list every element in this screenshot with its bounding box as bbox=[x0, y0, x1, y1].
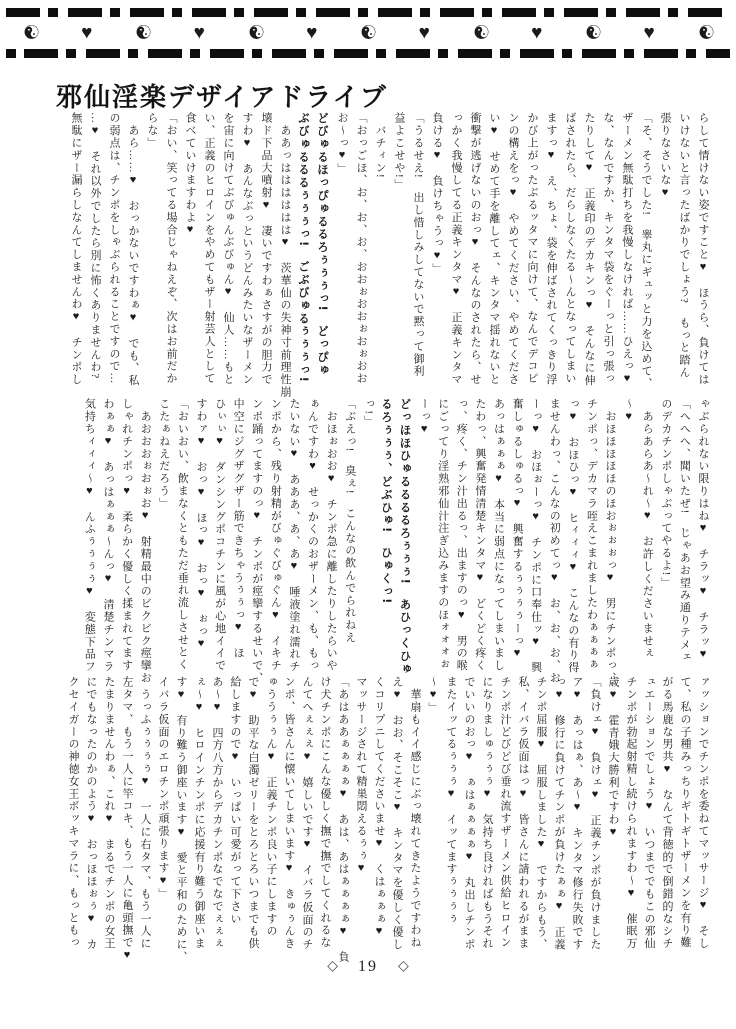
text-column: たわっ、興奮発情清楚キンタマ♥ どくどく疼く bbox=[473, 398, 486, 672]
heart-icon: ♥ bbox=[306, 22, 318, 44]
text-column: またイッてるぅぅぅ♥ イッてますぅぅぅぅ bbox=[445, 676, 457, 925]
diamond-ornament-left: ◇ bbox=[327, 959, 338, 974]
text-column: 「おいおい、飲まなくともただ垂れ流しさせとく bbox=[176, 398, 189, 671]
text-column: ゃぶられない限りはね♥ チラッ♥ チラッ♥ bbox=[697, 398, 709, 662]
yin-yang-icon: ☯ bbox=[354, 19, 382, 47]
text-column: こたぁねえだろう」 bbox=[157, 398, 170, 510]
text-column: 歳♥ 霍青娥大勝利ですわ♥ bbox=[607, 676, 619, 840]
text-column: 「そ、そうでした! 睾丸にギュッと力を込めて、 bbox=[640, 112, 652, 390]
text-column: ア♥ あっはぁ、あ〜♥ キンタマ修行失敗です bbox=[571, 676, 583, 951]
text-column: あら……♥ おっかないですわぁ♥ でも、私 bbox=[127, 112, 139, 387]
text-column: 華扇もイイ感じにぶっ壊れてきたようですわね bbox=[409, 676, 421, 949]
text-column: でいいのおっ♥ ぁはぁぁぁぁ♥ 丸出しチンポ bbox=[463, 676, 475, 951]
text-column: 「へへへ、聞いたぜ! じゃあお望み通りテメェ bbox=[678, 398, 691, 664]
dashed-line-top bbox=[6, 8, 730, 17]
text-column: ぇ〜♥ ヒロインチンポに応援有り難う御座いま bbox=[193, 676, 205, 950]
text-column: ンポから、残り射精がびゅぐびゅぐん♥ イキチ bbox=[269, 398, 282, 672]
text-column: チンポっ、デカマラ咥えこまれましたわぁぁぁぁ bbox=[585, 398, 598, 671]
text-column: 「あはああぁぁぁぁ♥ あは、あはぁぁぁぁ♥ 負 bbox=[337, 676, 349, 964]
text-column: すわァ♥ おっ♥ ほっ♥ おっ♥ ぉっ♥ bbox=[194, 398, 207, 651]
text-column: ませんわっ、こんなの初めてっ♥ お、お、お、お bbox=[548, 398, 561, 685]
text-block-middle bbox=[80, 398, 712, 685]
text-column: え♥ おお、そこそこ♥ キンタマを優しく優し bbox=[391, 676, 403, 951]
text-column: 「うるせえ! 出し惜しみしてないで黙って御利 bbox=[412, 112, 424, 378]
text-column: ーっ♥ bbox=[418, 398, 431, 437]
text-column: の弱点は、チンポをしゃぶられることですので… bbox=[108, 112, 120, 385]
text-column: 無駄にザー漏らしなんてしませんわ♥ チンポし bbox=[70, 112, 82, 386]
text-column: ンポ踊ってますのっ♥ チンポが痙攣するせいで、 bbox=[250, 398, 263, 685]
yin-yang-icon: ☯ bbox=[579, 19, 607, 47]
text-column: っ♥ おほひっ♥ ヒィィィ♥ こんなの有り得 bbox=[566, 398, 579, 674]
text-column: ゅううぅぅん♥ 正義チンポ良い子にしますの bbox=[265, 676, 277, 938]
text-column: たまりませんわぁ、これ♥ まるでチンポの女王 bbox=[103, 676, 115, 950]
text-column: 気持ちィィィ〜♥ んふぅぅぅぅ♥ 変態下品フ bbox=[83, 398, 96, 673]
text-block-bottom bbox=[64, 676, 712, 964]
text-column: 壊ド下品大噴射♥ 凄いですわぁさすがの胆力で bbox=[260, 112, 272, 386]
page-number: 19 bbox=[358, 958, 378, 975]
text-column: 張りなさいな♥ bbox=[659, 112, 671, 200]
text-column: っ、疼く、チン汁出るっ、出ますのっ♥ 男の喉 bbox=[455, 398, 468, 672]
text-column: ぁんですわ♥ せっかくのおザーメン、も、もっ bbox=[306, 398, 319, 672]
text-column: ンポ、皆さんに懐いてしまいます♥ きゅぅんき bbox=[283, 676, 295, 950]
text-column: おほぉおお♥ チンポ急に離したりしたらいや bbox=[325, 398, 338, 672]
text-column: ザーメン無駄打ちを我慢しなければ……ひえっ♥ bbox=[621, 112, 633, 386]
text-column: がる馬鹿な男共♥ なんて背徳的で倒錯的なシチ bbox=[661, 676, 673, 950]
yin-yang-icon: ☯ bbox=[242, 19, 269, 47]
heart-icon: ♥ bbox=[418, 22, 430, 44]
text-column: んてへぇぇぇ♥ 嬉しいです♥ イバラ仮面のチ bbox=[301, 676, 313, 951]
diamond-ornament-right: ◇ bbox=[398, 959, 409, 974]
text-column: っ♥ 修行に負けてチンポが負けたぁぁ♥ 正義 bbox=[553, 676, 565, 951]
text-column: チンポ屈服♥ 屈服しました♥ ですからもう、 bbox=[535, 676, 547, 951]
text-column: チンポ汁どびどび垂れ流すザーメン供給ヒロイン bbox=[499, 676, 511, 949]
text-column: 奮しゅるしゅるっ♥ 興奮するぅぅぅぅーっ♥ bbox=[511, 398, 524, 661]
text-column: 中空にジグザグザー筋できちゃうぅぅっ♥ ほ bbox=[232, 398, 245, 660]
text-column: あおおおぉおぉお♥ 射精最中のビクビク痙攣お bbox=[139, 398, 152, 685]
text-column: のデカチンポしゃぶってやるよ!」 bbox=[659, 398, 672, 590]
text-column: 「おい、笑ってる場合じゃねえぞ、次はお前だか bbox=[165, 112, 177, 385]
text-column: で♥ 助平な白濁ゼリーをとろとろいつまでも供 bbox=[247, 676, 259, 950]
text-column: 左タマ、もう一人に竿コキ、もう一人に亀頭撫で♥ bbox=[121, 676, 133, 963]
text-column: ーっ♥ おほぉーっ♥ チンポに口奉仕ッ♥ 興 bbox=[529, 398, 542, 674]
text-column: うっふぅぅぅぅ♥ 一人に右タマ、もう一人に bbox=[139, 676, 151, 950]
text-column: す♥ 有り難う御座います♥ 愛と平和のために、 bbox=[175, 676, 187, 964]
text-column: あ〜♥ 四方八方からデカチンポなでなでぇぇぇ bbox=[211, 676, 223, 950]
text-column: らして情けない姿ですこと♥ ほうら、負けては bbox=[697, 112, 709, 386]
text-column: い、正義のヒロインをやめてもザー射芸人として bbox=[203, 112, 215, 385]
text-column: おほほほほほのほおぉぉぉっ♥ 男にチンポっ、 bbox=[604, 398, 617, 685]
text-column: になりましゅぅぅぅ♥ 気持ち良ければもうそれ bbox=[481, 676, 493, 950]
text-column: いけないと言ったばかりでしょう? もっと踏ん bbox=[678, 112, 690, 379]
dashed-line-bottom bbox=[6, 49, 730, 58]
text-column: を宙に向けてぶびゅんぶびゅん♥ 仙人……もと bbox=[222, 112, 234, 386]
text-block-top bbox=[66, 112, 712, 399]
text-column: ばされたら、だらしなくたる〜んとなってしまい bbox=[564, 112, 576, 385]
text-column: どびゅるほっぴゅるるろぅぅぅっ! どっぴゅ bbox=[316, 112, 330, 377]
text-column: な、なんですか、キンタマ袋をぐーっと引っ張っ bbox=[602, 112, 614, 385]
heart-icon: ♥ bbox=[193, 22, 205, 44]
text-column: ますっ♥ え、ちょ、袋を伸ばされてくっきり浮 bbox=[545, 112, 557, 386]
text-column: チンポが勃起射精し続けられますわ〜♥ 催眠万 bbox=[625, 676, 637, 950]
text-column: かび上がったぶるッタマに向けて、なんでデコピ bbox=[526, 112, 538, 385]
text-column: ああっはははははは♥ 茨華仙の失神寸前理性崩 bbox=[279, 112, 291, 399]
text-column: い♥ せめて手を離してェ、キンタマ揺れないと bbox=[488, 112, 500, 386]
page-title: 邪仙淫楽デザイアドライブ bbox=[56, 83, 388, 114]
text-column: 食べていけますわよ♥ bbox=[184, 112, 196, 237]
text-column: ァッションでチンポを委ねてマッサージ♥ そし bbox=[697, 676, 709, 950]
text-column: あっはぁぁぁ♥ 本当に弱点になってしまいまし bbox=[492, 398, 505, 672]
text-column: 「おっごほ、お、お、お、おおぉおおぉおぉおお bbox=[355, 112, 367, 385]
heart-icon: ♥ bbox=[643, 22, 655, 44]
heart-icon: ♥ bbox=[81, 22, 93, 44]
text-column: たいない♥ あああ、あ、あ♥ 唾液塗れ濡れチ bbox=[287, 398, 300, 673]
text-column: しゃれチンポっ♥ 柔らかく優しく揉まれてます bbox=[120, 398, 133, 672]
text-column: にでもなったのかのよう♥ おっほほぉぅ♥ カ bbox=[85, 676, 97, 951]
page-footer bbox=[0, 958, 736, 976]
text-column: ひぃぃ♥ ダンシングポコチンに風が心地イイで bbox=[213, 398, 226, 672]
text-column: ンの構えをっ♥ やめてください、やめてくださ bbox=[507, 112, 519, 386]
text-column: て、私の子種みっちりギトギトザーメンを有り難 bbox=[679, 676, 691, 949]
decorative-top-border bbox=[6, 8, 730, 58]
heart-icon: ♥ bbox=[531, 22, 543, 44]
text-column: 衝撃が逃げないのおっ♥ そんなのされたら、せ bbox=[469, 112, 481, 386]
yin-yang-icon: ☯ bbox=[467, 19, 494, 47]
text-column: っ!」 bbox=[362, 398, 375, 428]
text-column: 「ぶえっ! 臭ぇ! こんなの飲んでられねえ bbox=[343, 398, 356, 644]
text-column: クセイガーの神徳女王ボッキマラに、もっともっ bbox=[67, 676, 79, 949]
text-column: バチィン! bbox=[374, 112, 386, 180]
text-column: 負ける♥ 負けちゃうっ♥」 bbox=[431, 112, 443, 276]
text-column: たりして♥ 正義印のデカキンっ♥ そんなに伸 bbox=[583, 112, 595, 387]
text-column: 益よこせや!」 bbox=[393, 112, 405, 192]
yin-yang-icon: ☯ bbox=[692, 19, 719, 47]
text-column: るろぅぅぅ、どぶひゅ! ひゅくっ! bbox=[379, 398, 394, 605]
text-column: にごってり淫熟邪仙汁注ぎ込みますのほォォォぉ bbox=[436, 398, 449, 671]
text-column: っかく我慢してる正義キンタマ♥ 正義キンタマ bbox=[450, 112, 462, 386]
text-column: 給しますので♥ いっぱい可愛がって下さい bbox=[229, 676, 241, 925]
text-column: どっほほひゅるるるるろぅぅぅ! あひっくひゅ bbox=[398, 398, 413, 676]
text-column: …♥ それ以外でしたら別に怖くありませんわ? bbox=[89, 112, 101, 380]
text-column: あらあらあ〜れ〜♥ お許しくださいませぇ bbox=[641, 398, 654, 660]
text-column: け犬チンポにこんな優しく撫で撫でしてくれるな bbox=[319, 676, 331, 949]
border-symbols bbox=[17, 19, 719, 47]
text-column: 「負けェ♥ 負けェ♥ 正義チンポが負けました bbox=[589, 676, 601, 951]
text-column: お〜っ♥」 bbox=[336, 112, 348, 175]
text-column: らな」 bbox=[146, 112, 158, 150]
text-column: 〜♥」 bbox=[427, 676, 439, 715]
text-column: 〜♥ bbox=[622, 398, 635, 424]
text-column: ぶびゅるるるぅぅぅっ! ごぶびゅるぅぅぅっ! bbox=[297, 112, 311, 384]
text-column: すわ♥ あんなぶっというどんみたいなザーメン bbox=[241, 112, 253, 386]
yin-yang-icon: ☯ bbox=[129, 19, 157, 47]
text-column: 私、イバラ仮面はっ♥ 皆さんに請われるがまま bbox=[517, 676, 529, 950]
text-column: イバラ仮面のエロチンポ頑張ります♥」 bbox=[157, 676, 169, 901]
text-column: マッサージされて精巣悶えるぅぅ♥ bbox=[355, 676, 367, 876]
text-column: ュエーションでしょう♥ いつまででもこの邪仙 bbox=[643, 676, 655, 950]
text-column: くコリプニしてくださいませ♥ くはぁぁぁ♥ bbox=[373, 676, 385, 939]
yin-yang-icon: ☯ bbox=[17, 19, 44, 47]
text-column: わぁぁ♥ あっはぁぁぁ〜んっ♥ 清楚チンマラ bbox=[102, 398, 114, 673]
